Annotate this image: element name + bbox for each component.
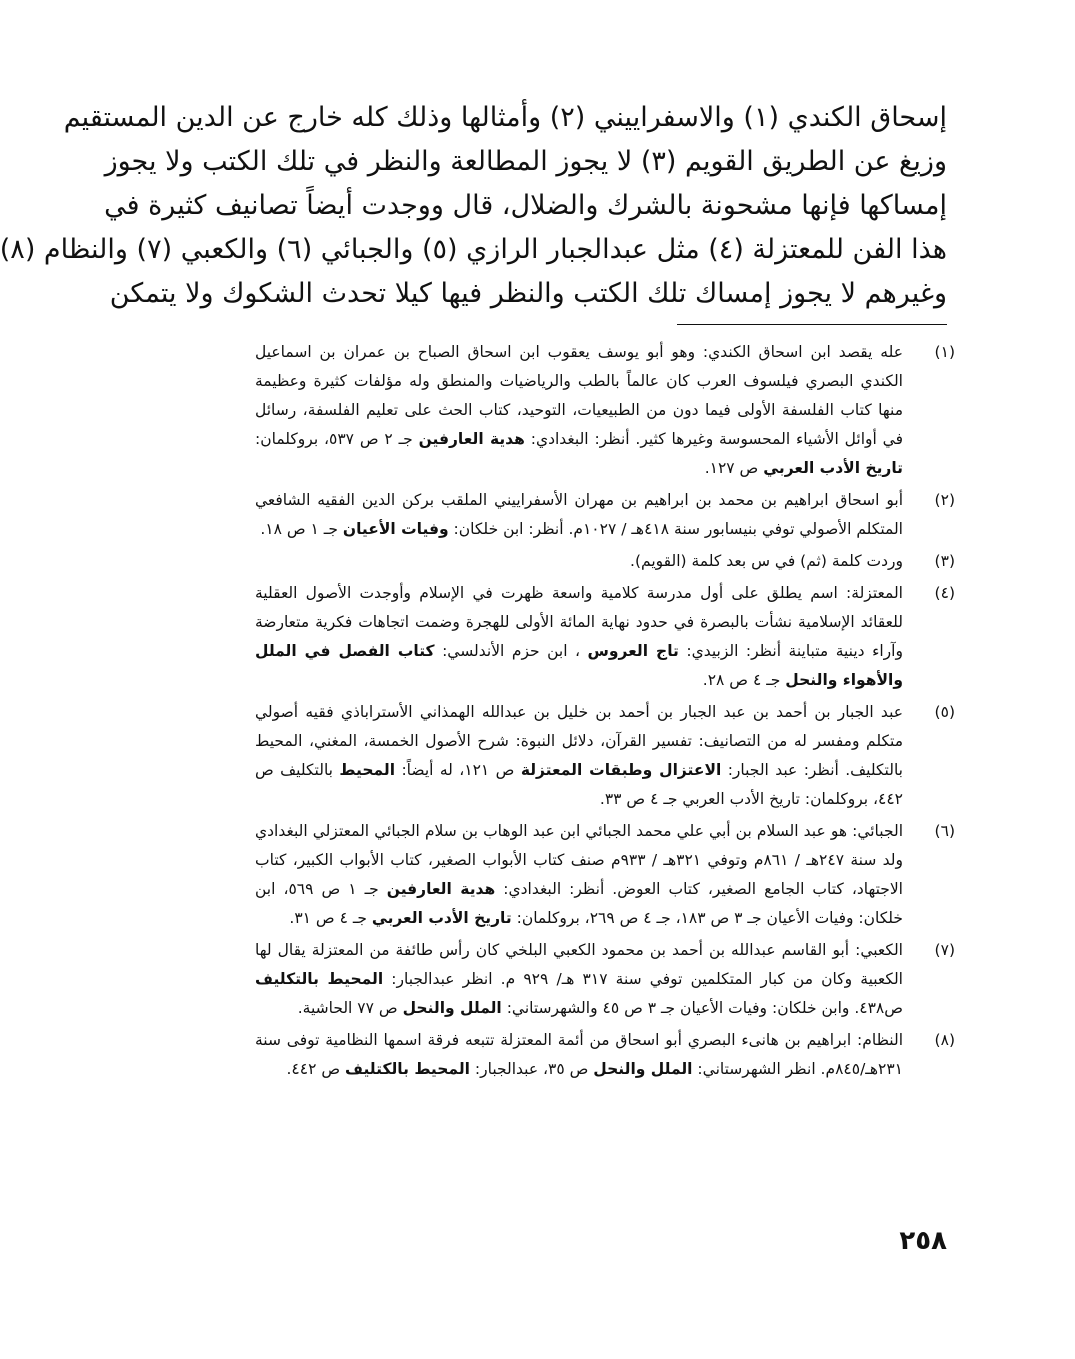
footnote-number: (٥) bbox=[934, 703, 955, 721]
footnote-number: (٤) bbox=[934, 584, 955, 602]
main-text-line: إسحاق الكندي (١) والاسفراييني (٢) وأمثالها وذلك كله خارج عن الدين المستقيم bbox=[63, 102, 947, 133]
page-number: ٢٥٨ bbox=[899, 1226, 947, 1256]
footnote bbox=[255, 486, 957, 544]
footnote-number: (٧) bbox=[934, 941, 955, 959]
footnote bbox=[255, 547, 957, 576]
main-text bbox=[0, 96, 947, 316]
footnote-text: الجبائي: هو عبد السلام بن أبي علي محمد الجبائي ابن عبد الوهاب بن سلام الجبائي المعتزلي البغدادي ولد سنة ٢٤٧هـ / ٨٦١م وتوفي ٣٢١هـ / ٩٣٣م صنف كتاب الأبواب الصغير، كتاب الأبواب الكبير، كتاب الاجتهاد، كتاب الجامع الصغير، كتاب العوض. أنظر: البغدادي: هدية العارفين جـ ١ ص ٥٦٩، ابن خلكان: وفيات الأعيان جـ ٣ ص ١٨٣، جـ ٤ ص ٢٦٩، بروكلمان: تاريخ الأدب العربي جـ ٤ ص ٣١. bbox=[255, 822, 903, 927]
footnote-text: المعتزلة: اسم يطلق على أول مدرسة كلامية واسعة ظهرت في الإسلام وأوجدت الأصول العقلية للعقائد الإسلامية نشأت بالبصرة في حدود نهاية المائة الأولى للهجرة وضمت اتجاهات فكرية متعارضة وآراء دينية متباينة أنظر: الزبيدي: تاج العروس ، ابن حزم الأندلسي: كتاب الفصل في الملل والأهواء والنحل جـ ٤ ص ٢٨. bbox=[255, 584, 903, 689]
footnotes bbox=[255, 338, 957, 1087]
footnote bbox=[255, 338, 957, 483]
footnote-number: (٢) bbox=[934, 491, 955, 509]
footnote-text: عبد الجبار بن أحمد بن عبد الجبار بن أحمد بن خليل بن عبدالله الهمذاني الأستراباذي فقيه أصولي متكلم ومفسر له من التصانيف: تفسير القرآن، دلائل النبوة: شرح الأصول الخمسة، المغني، المحيط بالتكليف. أنظر: عبد الجبار: الاعتزال وطبقات المعتزلة ص ١٢١، له أيضاً: المحيط بالتكليف ص ٤٤٢، بروكلمان: تاريخ الأدب العربي جـ ٤ ص ٣٣. bbox=[255, 703, 903, 808]
main-text-line: وزيغ عن الطريق القويم (٣) لا يجوز المطالعة والنظر في تلك الكتب ولا يجوز bbox=[104, 146, 947, 177]
main-text-line: وغيرهم لا يجوز إمساك تلك الكتب والنظر فيها كيلا تحدث الشكوك ولا يتمكن bbox=[109, 278, 947, 309]
footnote bbox=[255, 1026, 957, 1084]
footnote bbox=[255, 579, 957, 695]
footnote-text: أبو اسحاق ابراهيم بن محمد بن ابراهيم بن مهران الأسفراييني الملقب بركن الدين الفقيه الشافعي المتكلم الأصولي توفي بنيسابور سنة ٤١٨هـ / ١٠٢٧م. أنظر: ابن خلكان: وفيات الأعيان جـ ١ ص ١٨. bbox=[255, 491, 903, 538]
footnote-text: عله يقصد ابن اسحاق الكندي: وهو أبو يوسف يعقوب ابن اسحاق الصباح بن عمران بن اسماعيل الكندي البصري فيلسوف العرب كان عالماً بالطب والرياضيات والمنطق وله مؤلفات كثيرة وعظيمة منها كتاب الفلسفة الأولى فيما دون من الطبيعيات، التوحيد، كتاب الحث على تعليم الفلسفة، رسائل في أوائل الأشياء المحسوسة وغيرها كثير. أنظر: البغدادي: هدية العارفين جـ ٢ ص ٥٣٧، بروكلمان: تاريخ الأدب العربي ص ١٢٧. bbox=[255, 343, 903, 477]
footnote-number: (٣) bbox=[934, 552, 955, 570]
footnote bbox=[255, 817, 957, 933]
footnote-text: الكعبي: أبو القاسم عبدالله بن أحمد بن محمود الكعبي البلخي كان رأس طائفة من المعتزلة يقال لها الكعبية وكان من كبار المتكلمين توفي سنة ٣١٧ هـ/ ٩٢٩ م. انظر عبدالجبار: المحيط بالتكليف ص٤٣٨. وابن خلكان: وفيات الأعيان جـ ٣ ص ٤٥ والشهرستاني: الملل والنحل ص ٧٧ الحاشية. bbox=[255, 941, 903, 1017]
main-text-line: هذا الفن للمعتزلة (٤) مثل عبدالجبار الرازي (٥) والجبائي (٦) والكعبي (٧) والنظام (٨) bbox=[0, 234, 947, 265]
footnote-number: (٦) bbox=[934, 822, 955, 840]
footnote bbox=[255, 698, 957, 814]
footnote bbox=[255, 936, 957, 1023]
footnote-text: النظام: ابراهيم بن هانىء البصري أبو اسحاق من أئمة المعتزلة تتبعه فرقة اسمها النظامية توفى سنة ٢٣١هـ/٨٤٥م. انظر الشهرستاني: الملل والنحل ص ٣٥، عبدالجبار: المحيط بالكتليف ص ٤٤٢. bbox=[255, 1031, 903, 1078]
footnote-number: (١) bbox=[934, 343, 955, 361]
footnote-text: وردت كلمة (ثم) في س بعد كلمة (القويم). bbox=[630, 552, 903, 570]
main-text-line: إمساكها فإنها مشحونة بالشرك والضلال، قال ووجدت أيضاً تصانيف كثيرة في bbox=[104, 190, 947, 221]
footnote-separator bbox=[677, 324, 947, 325]
footnote-number: (٨) bbox=[934, 1031, 955, 1049]
